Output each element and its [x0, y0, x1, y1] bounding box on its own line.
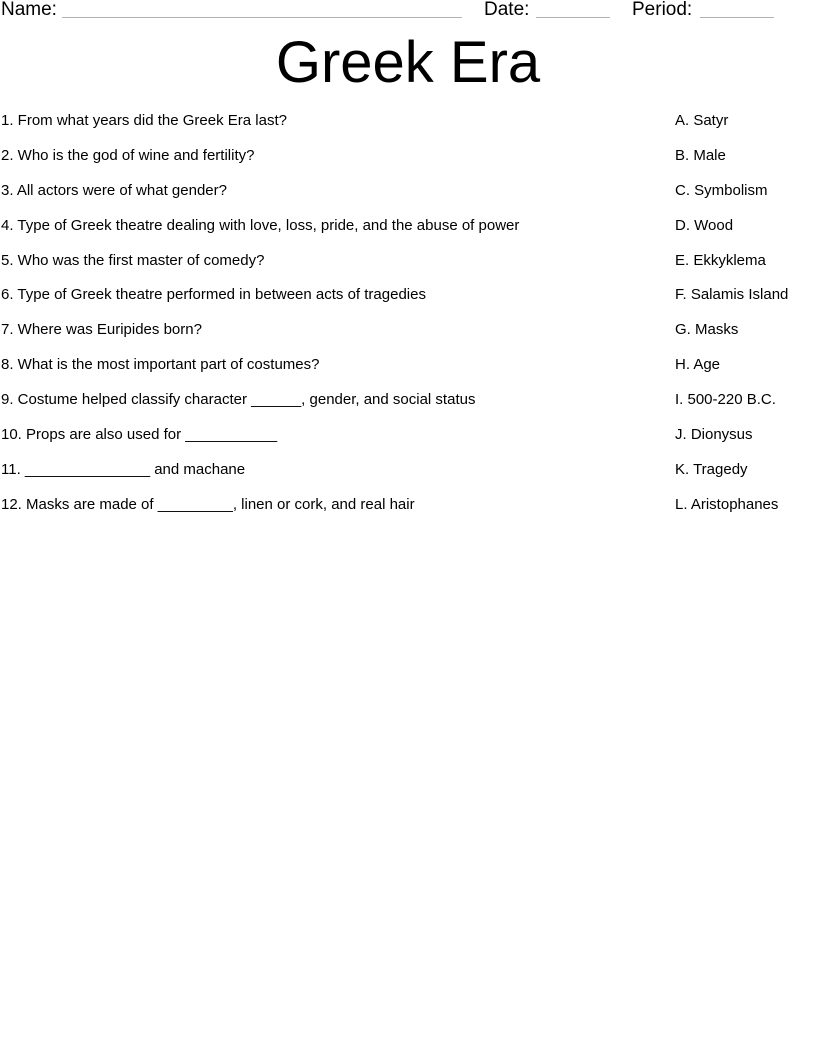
question-item: 1. From what years did the Greek Era last?	[1, 112, 287, 129]
date-label: Date:	[484, 0, 530, 20]
question-item: 11. _______________ and machane	[1, 460, 246, 478]
answer-item: H. Age	[675, 356, 721, 374]
period-field[interactable]	[700, 17, 774, 18]
worksheet-header	[0, 0, 816, 24]
question-list	[1, 112, 651, 531]
answer-item: K. Tragedy	[675, 460, 748, 478]
question-item: 10. Props are also used for ___________	[1, 426, 278, 444]
page-title: Greek Era	[275, 30, 541, 95]
answer-item: L. Aristophanes	[675, 495, 779, 513]
question-item: 12. Masks are made of _________, linen or cork, and real hair	[1, 495, 415, 513]
question-item: 7. Where was Euripides born?	[1, 321, 202, 339]
name-label: Name:	[1, 0, 57, 20]
answer-item: I. 500-220 B.C.	[675, 391, 776, 409]
answer-item: B. Male	[675, 146, 726, 164]
question-item: 5. Who was the first master of comedy?	[1, 251, 265, 269]
date-field[interactable]	[536, 17, 610, 18]
period-label: Period:	[632, 0, 693, 20]
name-field[interactable]	[62, 17, 462, 18]
question-item: 9. Costume helped classify character ______, gender, and social status	[1, 391, 476, 409]
answer-item: A. Satyr	[675, 112, 729, 129]
answer-item: D. Wood	[675, 216, 734, 234]
answer-item: E. Ekkyklema	[675, 251, 766, 269]
answer-item: C. Symbolism	[675, 181, 768, 199]
question-item: 2. Who is the god of wine and fertility?	[1, 146, 255, 164]
question-item: 8. What is the most important part of costumes?	[1, 356, 320, 374]
answer-item: F. Salamis Island	[675, 286, 789, 304]
answer-list	[675, 112, 816, 531]
question-item: 4. Type of Greek theatre dealing with love, loss, pride, and the abuse of power	[1, 216, 520, 234]
question-item: 3. All actors were of what gender?	[1, 181, 227, 199]
answer-item: J. Dionysus	[675, 426, 753, 444]
answer-item: G. Masks	[675, 321, 739, 339]
question-item: 6. Type of Greek theatre performed in between acts of tragedies	[1, 286, 426, 304]
